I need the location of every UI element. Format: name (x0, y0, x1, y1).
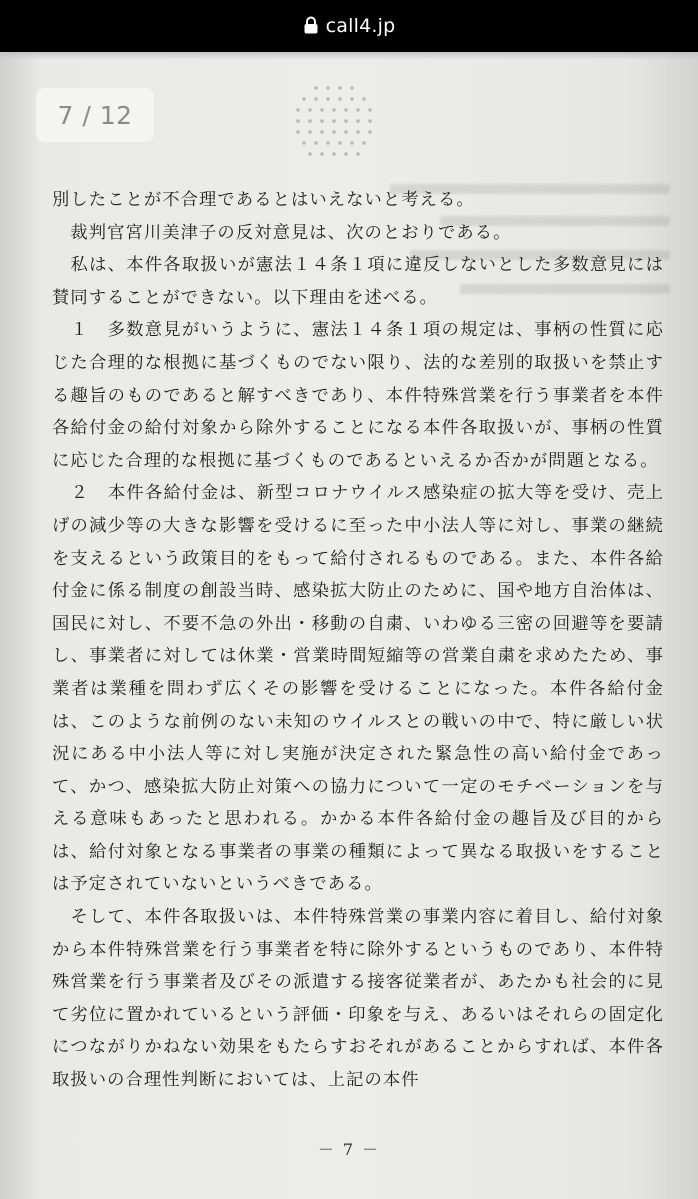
paragraph: １ 多数意見がいうように、憲法１４条１項の規定は、事柄の性質に応じた合理的な根拠に基づくものでない限り、法的な差別的取扱いを禁止する趣旨のものであると解すべきであり、本件特殊営業を行う事業者を本件各給付金の給付対象から除外することになる本件各取扱いが、事柄の性質に応じた合理的な根拠に基づくものであるといえるか否かが問題となる。 (52, 320, 664, 471)
paragraph: 裁判官宮川美津子の反対意見は、次のとおりである。 (52, 222, 512, 243)
paragraph: そして、本件各取扱いは、本件特殊営業の事業内容に着目し、給付対象から本件特殊営業を行う事業者を特に除外するというものであり、本件特殊営業を行う事業者及びその派遣する接客従業者が、あたかも社会的に見て劣位に置かれているという評価・印象を与え、あるいはそれらの固定化につながりかねない効果をもたらすおそれがあることからすれば、本件各取扱いの合理性判断においては、上記の本件 (52, 907, 664, 1091)
lock-icon (303, 16, 319, 34)
browser-address-bar[interactable] (0, 0, 698, 52)
document-page (0, 52, 698, 1199)
page-counter-text: 7 / 12 (57, 100, 133, 130)
punch-dots-mark (284, 80, 384, 166)
document-body (52, 184, 664, 1097)
paragraph: 別したことが不合理であるとはいえないと考える。 (52, 190, 475, 210)
paragraph: ２ 本件各給付金は、新型コロナウイルス感染症の拡大等を受け、売上げの減少等の大きな影響を受けるに至った中小法人等に対し、事業の継続を支えるという政策目的をもって給付されるものである。また、本件各給付金に係る制度の創設当時、感染拡大防止のために、国や地方自治体は、国民に対し、不要不急の外出・移動の自粛、いわゆる三密の回避等を要請し、事業者に対しては休業・営業時間短縮等の営業自粛を求めたため、事業者は業種を問わず広くその影響を受けることになった。本件各給付金は、このような前例のない未知のウイルスとの戦いの中で、特に厳しい状況にある中小法人等に対し実施が決定された緊急性の高い給付金であって、かつ、感染拡大防止対策への協力について一定のモチベーションを与える意味もあったと思われる。かかる本件各給付金の趣旨及び目的からは、給付対象となる事業者の事業の種類によって異なる取扱いをすることは予定されていないというべきである。 (52, 483, 664, 895)
page-number: － 7 － (317, 1140, 381, 1159)
page-top-shadow (0, 52, 698, 60)
url-text: call4.jp (325, 15, 396, 37)
paragraph: 私は、本件各取扱いが憲法１４条１項に違反しないとした多数意見には賛同することができない。以下理由を述べる。 (52, 255, 664, 308)
page-counter-badge (36, 88, 154, 142)
